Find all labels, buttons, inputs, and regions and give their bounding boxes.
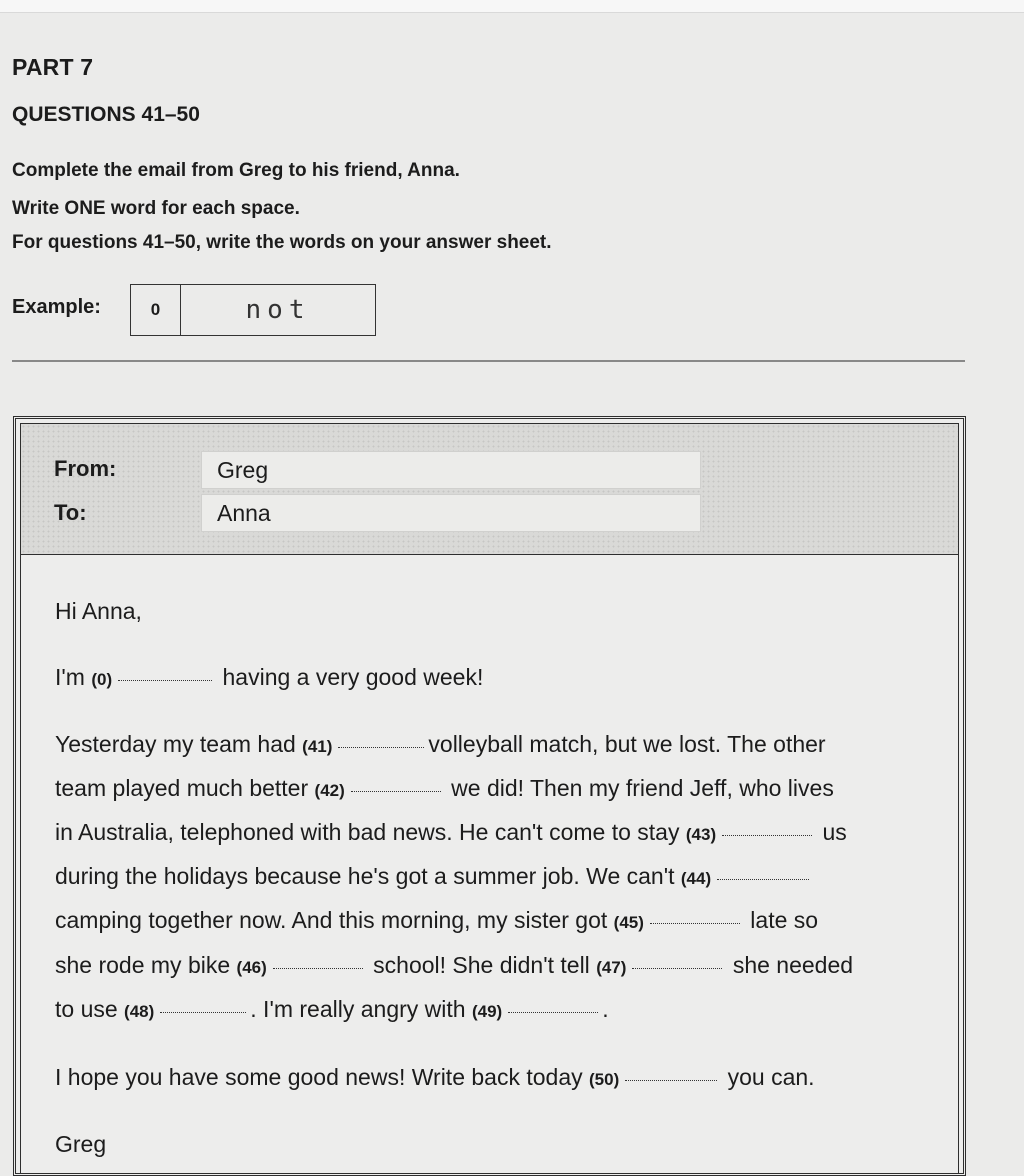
email-box xyxy=(13,416,966,1176)
email-greeting: Hi Anna, xyxy=(55,598,142,624)
question-number: (44) xyxy=(680,869,712,888)
email-signature: Greg xyxy=(55,1131,107,1157)
answer-blank xyxy=(717,879,809,880)
question-number: (46) xyxy=(236,958,267,977)
to-label: To: xyxy=(54,500,87,525)
example-label: Example: xyxy=(12,296,101,318)
email-inner xyxy=(20,423,959,1173)
top-band xyxy=(0,0,1024,13)
question-number: (49) xyxy=(471,1002,503,1021)
email-line-3: in Australia, telephoned with bad news. He can't come to stay (43) us xyxy=(55,819,847,845)
email-line-8: I hope you have some good news! Write back today (50) you can. xyxy=(55,1064,815,1090)
instruction-2: Write ONE word for each space. xyxy=(12,198,300,219)
questions-heading: QUESTIONS 41–50 xyxy=(12,103,200,126)
divider xyxy=(12,360,965,362)
answer-blank xyxy=(508,1012,598,1013)
question-number: (45) xyxy=(613,913,644,932)
answer-blank xyxy=(273,968,363,969)
question-number: (47) xyxy=(596,958,627,977)
part-heading: PART 7 xyxy=(12,54,94,80)
email-line-4: during the holidays because he's got a summer job. We can't (44) xyxy=(55,863,813,890)
email-header xyxy=(21,424,958,555)
email-line-0: I'm (0) having a very good week! xyxy=(55,664,484,690)
answer-blank xyxy=(632,968,722,969)
email-line-6: she rode my bike (46) school! She didn't tell (47) she needed xyxy=(55,952,854,978)
from-field: Greg xyxy=(201,451,701,489)
from-label: From: xyxy=(54,456,117,481)
answer-blank xyxy=(118,680,212,681)
instruction-1: Complete the email from Greg to his friend, Anna. xyxy=(12,160,460,181)
answer-blank xyxy=(160,1012,246,1013)
example-number: 0 xyxy=(131,285,181,335)
email-line-7: to use (48) . I'm really angry with (49) . xyxy=(55,996,609,1022)
example-box xyxy=(130,284,376,336)
question-number: (0) xyxy=(91,670,113,689)
question-number: (41) xyxy=(302,737,333,756)
answer-blank xyxy=(722,835,812,836)
instruction-3: For questions 41–50, write the words on your answer sheet. xyxy=(12,232,552,253)
to-field: Anna xyxy=(201,494,701,532)
email-line-2: team played much better (42) we did! Then my friend Jeff, who lives xyxy=(55,775,834,801)
question-number: (43) xyxy=(685,825,717,844)
answer-blank xyxy=(351,791,441,792)
email-line-5: camping together now. And this morning, my sister got (45) late so xyxy=(55,907,819,933)
answer-blank xyxy=(650,923,740,924)
question-number: (42) xyxy=(314,781,345,800)
example-answer: not xyxy=(245,295,311,325)
answer-blank xyxy=(338,747,424,748)
answer-blank xyxy=(625,1080,717,1081)
email-line-1: Yesterday my team had (41) volleyball match, but we lost. The other xyxy=(55,731,826,757)
question-number: (48) xyxy=(124,1002,155,1021)
question-number: (50) xyxy=(589,1070,620,1089)
